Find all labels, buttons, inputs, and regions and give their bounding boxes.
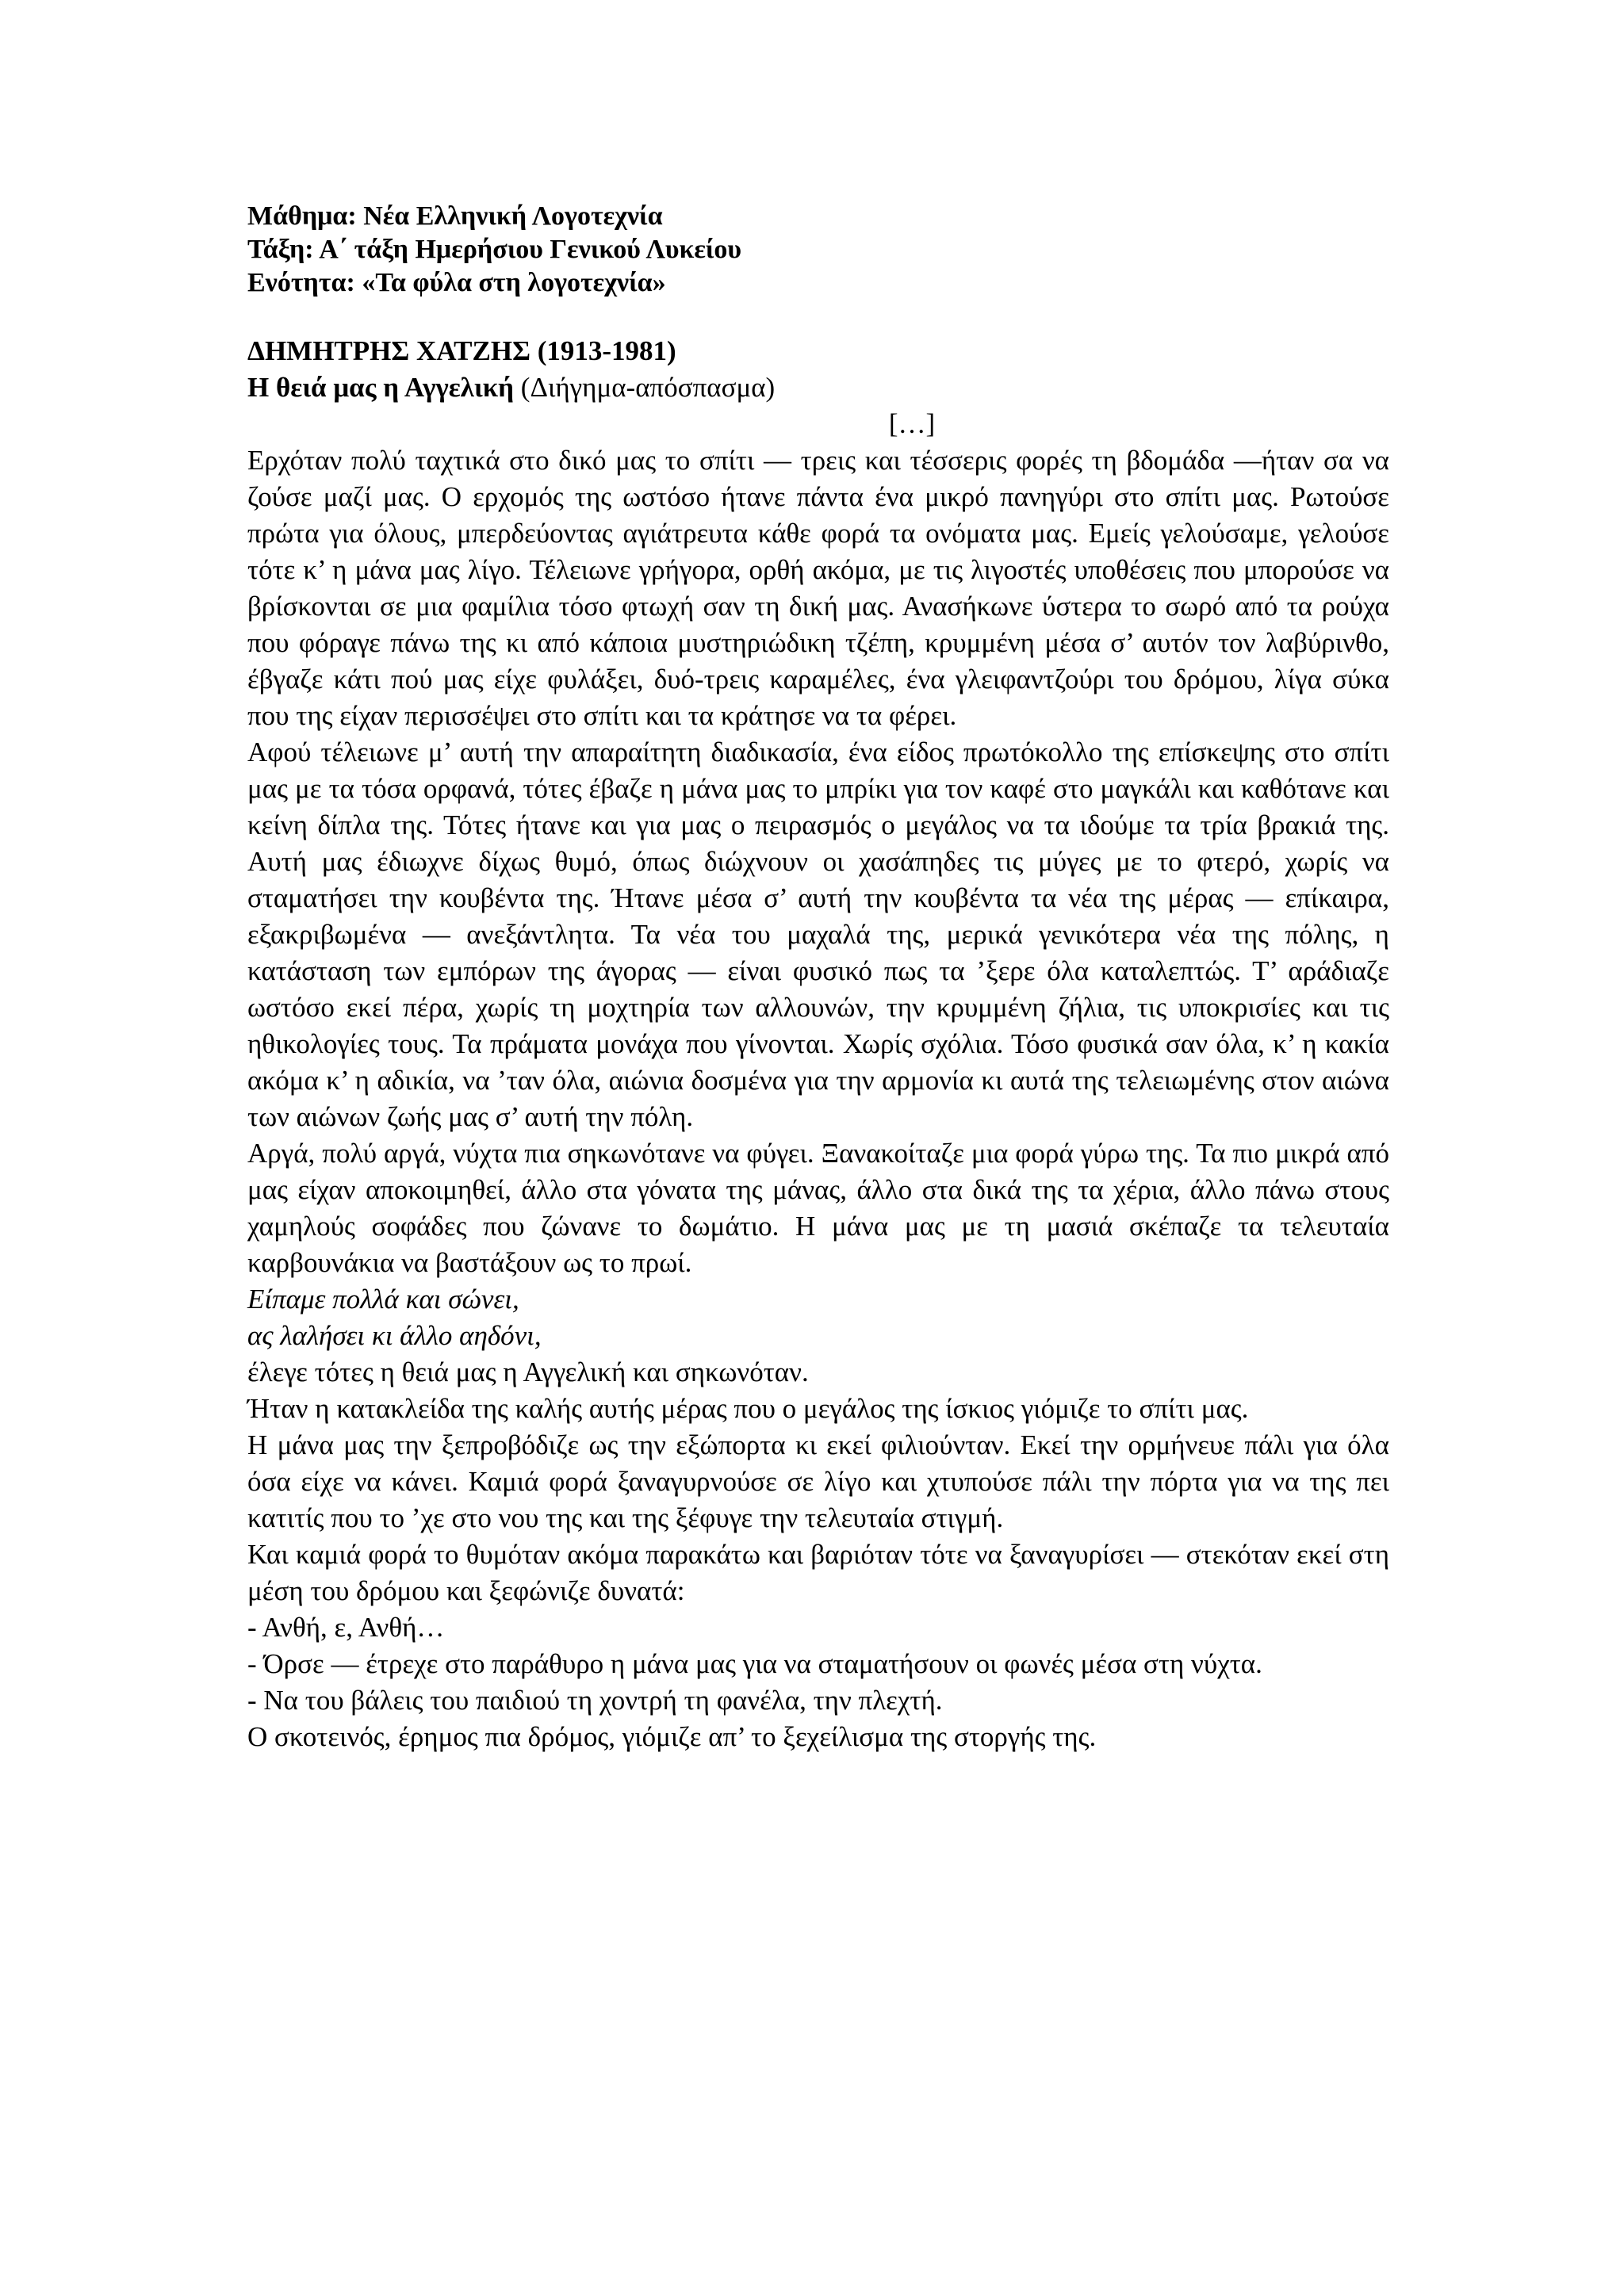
paragraph-6: Η μάνα μας την ξεπροβόδιζε ως την εξώπορτα κι εκεί φιλιούνταν. Εκεί την ορμήνευε πάλι για όλα όσα είχε να κάνει. Καμιά φορά ξαναγυρνούσε σε λίγο και χτυπούσε πάλι την πόρτα για να της πει κατιτίς που το ’χε στο νου της και της ξέφυγε την τελευταία στιγμή. — [247, 1429, 1389, 1533]
paragraph-8: Ο σκοτεινός, έρημος πια δρόμος, γιόμιζε απ’ το ξεχείλισμα της στοργής της. — [247, 1721, 1097, 1752]
unit-line: Ενότητα: «Τα φύλα στη λογοτεχνία» — [247, 268, 666, 297]
omission-mark: […] — [888, 408, 936, 439]
dialogue-line-3: - Να του βάλεις του παιδιού τη χοντρή τη φανέλα, την πλεχτή. — [247, 1685, 943, 1716]
verse-line-2: ας λαλήσει κι άλλο αηδόνι, — [247, 1320, 542, 1351]
paragraph-7: Και καμιά φορά το θυμόταν ακόμα παρακάτω και βαριόταν τότε να ξαναγυρίσει — στεκόταν εκεί στη μέση του δρόμου και ξεφώνιζε δυνατά: — [247, 1539, 1389, 1606]
class-line: Τάξη: Α΄ τάξη Ημερήσιου Γενικού Λυκείου — [247, 235, 742, 264]
verse-line-1: Είπαμε πολλά και σώνει, — [247, 1284, 519, 1314]
work-title — [247, 369, 1389, 406]
paragraph-3: Αργά, πολύ αργά, νύχτα πια σηκωνότανε να φύγει. Ξανακοίταζε μια φορά γύρω της. Τα πιο μικρά από μας είχαν αποκοιμηθεί, άλλο στα γόνατα της μάνας, άλλο στα δικά της τα χέρια, άλλο πάνω στους χαμηλούς σοφάδες που ζώνανε το δωμάτιο. Η μάνα μας με τη μασιά σκέπαζε τα τελευταία καρβουνάκια να βαστάξουν ως το πρωί. — [247, 1138, 1389, 1278]
paragraph-1: Ερχόταν πολύ ταχτικά στο δικό μας το σπίτι — τρεις και τέσσερις φορές τη βδομάδα —ήταν σα να ζούσε μαζί μας. Ο ερχομός της ωστόσο ήτανε πάντα ένα μικρό πανηγύρι στο σπίτι μας. Ρωτούσε πρώτα για όλους, μπερδεύοντας αγιάτρευτα κάθε φορά τα ονόματα μας. Εμείς γελούσαμε, γελούσε τότε κ’ η μάνα μας λίγο. Τέλειωνε γρήγορα, ορθή ακόμα, με τις λιγοστές υποθέσεις που μπορούσε να βρίσκονται σε μια φαμίλια τόσο φτωχή σαν τη δική μας. Ανασήκωνε ύστερα το σωρό από τα ρούχα που φόραγε πάνω της κι από κάποια μυστηριώδικη τζέπη, κρυμμένη μέσα σ’ αυτόν τον λαβύρινθο, έβγαζε κάτι πού μας είχε φυλάξει, δυό-τρεις καραμέλες, ένα γλειφαντζούρι του δρόμου, λίγα σύκα που της είχαν περισσέψει στο σπίτι και τα κράτησε να τα φέρει. — [247, 445, 1389, 731]
paragraph-4: έλεγε τότες η θειά μας η Αγγελική και σηκωνόταν. — [247, 1357, 809, 1387]
paragraph-5: Ήταν η κατακλείδα της καλής αυτής μέρας που ο μεγάλος της ίσκιος γιόμιζε το σπίτι μας. — [247, 1393, 1249, 1424]
dialogue-line-2: - Όρσε — έτρεχε στο παράθυρο η μάνα μας για να σταματήσουν οι φωνές μέσα στη νύχτα. — [247, 1648, 1262, 1679]
work-subtitle: (Διήγημα-απόσπασμα) — [514, 372, 776, 403]
author-heading: ΔΗΜΗΤΡΗΣ ΧΑΤΖΗΣ (1913-1981) — [247, 335, 676, 366]
document-page — [247, 200, 1389, 1755]
lesson-line: Μάθημα: Νέα Ελληνική Λογοτεχνία — [247, 201, 663, 231]
dialogue-line-1: - Ανθή, ε, Ανθή… — [247, 1612, 445, 1643]
work-title-text: Η θειά μας η Αγγελική — [247, 372, 515, 403]
paragraph-2: Αφού τέλειωνε μ’ αυτή την απαραίτητη διαδικασία, ένα είδος πρωτόκολλο της επίσκεψης στο σπίτι μας με τα τόσα ορφανά, τότες έβαζε η μάνα μας το μπρίκι για τον καφέ στο μαγκάλι και καθότανε και κείνη δίπλα της. Τότες ήτανε και για μας ο πειρασμός ο μεγάλος να τα ιδούμε τα τρία βρακιά της. Αυτή μας έδιωχνε δίχως θυμό, όπως διώχνουν οι χασάπηδες τις μύγες με το φτερό, χωρίς να σταματήσει την κουβέντα της. Ήτανε μέσα σ’ αυτή την κουβέντα τα νέα της μέρας — επίκαιρα, εξακριβωμένα — ανεξάντλητα. Τα νέα του μαχαλά της, μερικά γενικότερα νέα της πόλης, η κατάσταση των εμπόρων της άγορας — είναι φυσικό πως τα ’ξερε όλα καταλεπτώς. Τ’ αράδιαζε ωστόσο εκεί πέρα, χωρίς τη μοχτηρία των αλλουνών, την κρυμμένη ζήλια, τις υποκρισίες και τις ηθικολογίες τους. Τα πράματα μονάχα που γίνονται. Χωρίς σχόλια. Τόσο φυσικά σαν όλα, κ’ η κακία ακόμα κ’ η αδικία, να ’ταν όλα, αιώνια δοσμένα για την αρμονία κι αυτά της τελειωμένης στον αιώνα των αιώνων ζωής μας σ’ αυτή την πόλη. — [247, 737, 1389, 1132]
lesson-header — [247, 200, 1389, 300]
